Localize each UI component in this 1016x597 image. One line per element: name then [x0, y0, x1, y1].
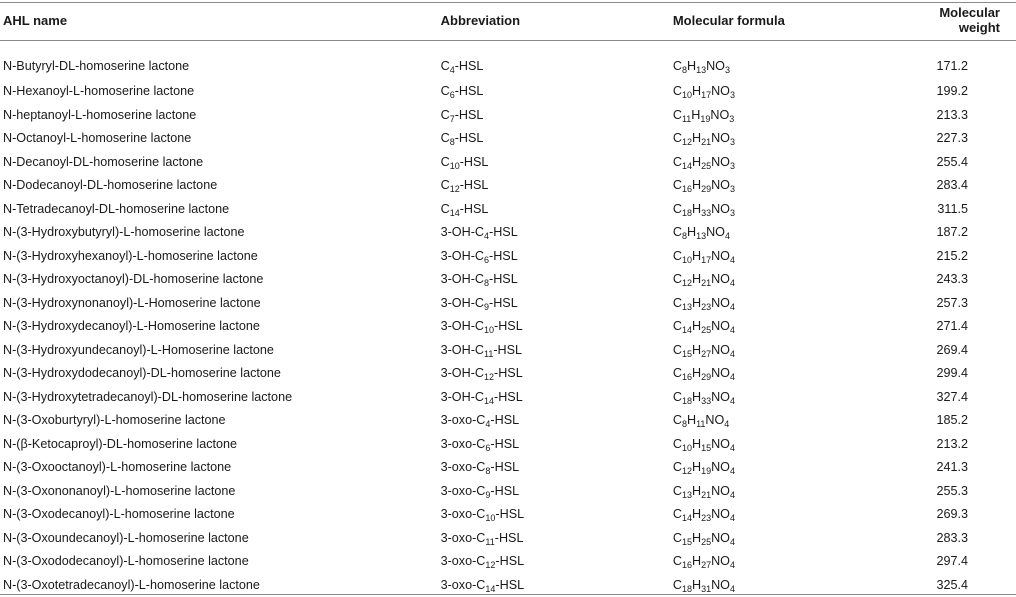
- abbreviation-cell: $3-oxo-C_8$-HSL: [440, 460, 520, 477]
- ahl-name-cell: N-(3-Hydroxydodecanoyl)-DL-homoserine lactone: [3, 366, 281, 381]
- abbreviation-cell: $C_6$-HSL: [440, 84, 484, 101]
- molecular-formula-cell: $C_{16}H_{29}NO_4$: [672, 366, 735, 383]
- molecular-formula-cell: $C_{14}H_{25}NO_3$: [672, 154, 735, 171]
- ahl-name-cell: N-(3-Oxodecanoyl)-L-homoserine lactone: [3, 507, 235, 522]
- molecular-weight-cell: 269.3: [936, 507, 968, 522]
- ahl-name-cell: N-Hexanoyl-L-homoserine lactone: [3, 84, 195, 99]
- table-row: [0, 338, 1016, 362]
- ahl-name-cell: N-(3-Hydroxyoctanoyl)-DL-homoserine lactone: [3, 272, 264, 287]
- ahl-name-cell: N-(3-Oxotetradecanoyl)-L-homoserine lactone: [3, 577, 260, 592]
- molecular-weight-cell: 241.3: [936, 460, 968, 475]
- molecular-formula-cell: $C_{18}H_{33}NO_3$: [672, 201, 735, 218]
- molecular-formula-cell: $C_{16}H_{27}NO_4$: [672, 554, 735, 571]
- abbreviation-cell: $C_8$-HSL: [440, 131, 484, 148]
- abbreviation-cell: $3-oxo-C_{12}$-HSL: [440, 554, 525, 571]
- table-body: [0, 40, 1016, 597]
- abbreviation-cell: $C_7$-HSL: [440, 107, 484, 124]
- ahl-name-cell: N-(3-Oxoburtyryl)-L-homoserine lactone: [3, 413, 226, 428]
- table-header: [0, 0, 1016, 40]
- molecular-weight-cell: 213.3: [936, 107, 968, 122]
- abbreviation-cell: $3-oxo-C_{14}$-HSL: [440, 577, 525, 594]
- molecular-weight-cell: 243.3: [936, 272, 968, 287]
- table-row: [0, 221, 1016, 245]
- molecular-weight-cell: 283.4: [936, 178, 968, 193]
- molecular-weight-cell: 213.2: [936, 436, 968, 451]
- header-molecular-formula: Molecular formula: [672, 12, 785, 28]
- ahl-name-cell: N-(3-Oxononanoyl)-L-homoserine lactone: [3, 483, 236, 498]
- molecular-formula-cell: $C_{14}H_{25}NO_4$: [672, 319, 735, 336]
- abbreviation-cell: $3-OH-C_6$-HSL: [440, 248, 518, 265]
- molecular-formula-cell: $C_{15}H_{25}NO_4$: [672, 530, 735, 547]
- table-row: [0, 80, 1016, 104]
- abbreviation-cell: $3-oxo-C_{11}$-HSL: [440, 530, 524, 547]
- molecular-formula-cell: $C_{15}H_{27}NO_4$: [672, 342, 735, 359]
- table-row: [0, 573, 1016, 597]
- table-row: [0, 409, 1016, 433]
- ahl-name-cell: N-Octanoyl-L-homoserine lactone: [3, 131, 192, 146]
- molecular-weight-cell: 257.3: [936, 295, 968, 310]
- molecular-formula-cell: $C_{13}H_{21}NO_4$: [672, 483, 735, 500]
- molecular-weight-cell: 327.4: [936, 389, 968, 404]
- table-row: [0, 103, 1016, 127]
- ahl-name-cell: N-(3-Hydroxytetradecanoyl)-DL-homoserine lactone: [3, 389, 293, 404]
- table-row: [0, 244, 1016, 268]
- molecular-formula-cell: $C_{13}H_{23}NO_4$: [672, 295, 735, 312]
- ahl-name-cell: N-(3-Hydroxybutyryl)-L-homoserine lactone: [3, 225, 245, 240]
- table-row: [0, 550, 1016, 574]
- table-row: [0, 362, 1016, 386]
- ahl-name-cell: N-(β-Ketocaproyl)-DL-homoserine lactone: [3, 436, 238, 451]
- molecular-weight-cell: 325.4: [936, 577, 968, 592]
- molecular-weight-cell: 255.4: [936, 154, 968, 169]
- table-row: [0, 150, 1016, 174]
- abbreviation-cell: $3-OH-C_{12}$-HSL: [440, 366, 523, 383]
- abbreviation-cell: $C_{14}$-HSL: [440, 201, 489, 218]
- abbreviation-cell: $3-OH-C_8$-HSL: [440, 272, 518, 289]
- abbreviation-cell: $3-oxo-C_4$-HSL: [440, 413, 520, 430]
- molecular-formula-cell: $C_{12}H_{19}NO_4$: [672, 460, 735, 477]
- molecular-formula-cell: $C_8H_{13}NO_3$: [672, 58, 730, 75]
- molecular-weight-cell: 171.2: [936, 58, 968, 73]
- header-ahl-name: AHL name: [3, 12, 68, 28]
- abbreviation-cell: $3-oxo-C_{10}$-HSL: [440, 507, 525, 524]
- molecular-weight-cell: 215.2: [936, 248, 968, 263]
- header-molecular-weight: Molecular weight: [939, 5, 1000, 35]
- table-row: [0, 456, 1016, 480]
- molecular-formula-cell: $C_8H_{11}NO_4$: [672, 413, 730, 430]
- molecular-weight-cell: 271.4: [936, 319, 968, 334]
- table-row: [0, 432, 1016, 456]
- molecular-formula-cell: $C_{10}H_{17}NO_3$: [672, 84, 735, 101]
- molecular-weight-cell: 283.3: [936, 530, 968, 545]
- abbreviation-cell: $3-OH-C_9$-HSL: [440, 295, 518, 312]
- molecular-formula-cell: $C_{12}H_{21}NO_4$: [672, 272, 735, 289]
- ahl-name-cell: N-(3-Oxoundecanoyl)-L-homoserine lactone: [3, 530, 249, 545]
- molecular-weight-cell: 227.3: [936, 131, 968, 146]
- ahl-name-cell: N-(3-Oxododecanoyl)-L-homoserine lactone: [3, 554, 249, 569]
- abbreviation-cell: $C_4$-HSL: [440, 58, 484, 75]
- abbreviation-cell: $3-OH-C_4$-HSL: [440, 225, 518, 242]
- ahl-name-cell: N-Dodecanoyl-DL-homoserine lactone: [3, 178, 218, 193]
- table-row: [0, 127, 1016, 151]
- ahl-name-cell: N-Decanoyl-DL-homoserine lactone: [3, 154, 204, 169]
- molecular-formula-cell: $C_{16}H_{29}NO_3$: [672, 178, 735, 195]
- header-abbreviation: Abbreviation: [440, 12, 521, 28]
- abbreviation-cell: $3-oxo-C_9$-HSL: [440, 483, 520, 500]
- molecular-weight-cell: 269.4: [936, 342, 968, 357]
- table-row: [0, 268, 1016, 292]
- molecular-formula-cell: $C_{18}H_{33}NO_4$: [672, 389, 735, 406]
- abbreviation-cell: $3-oxo-C_6$-HSL: [440, 436, 520, 453]
- table-row: [0, 40, 1016, 80]
- table-row: [0, 291, 1016, 315]
- molecular-weight-cell: 187.2: [936, 225, 968, 240]
- abbreviation-cell: $3-OH-C_{11}$-HSL: [440, 342, 523, 359]
- molecular-formula-cell: $C_{11}H_{19}NO_3$: [672, 107, 735, 124]
- ahl-name-cell: N-(3-Hydroxyhexanoyl)-L-homoserine lactone: [3, 248, 258, 263]
- ahl-name-cell: N-(3-Hydroxynonanoyl)-L-Homoserine lactone: [3, 295, 261, 310]
- ahl-name-cell: N-(3-Hydroxydecanoyl)-L-Homoserine lactone: [3, 319, 260, 334]
- abbreviation-cell: $C_{12}$-HSL: [440, 178, 489, 195]
- molecular-formula-cell: $C_8H_{13}NO_4$: [672, 225, 730, 242]
- molecular-weight-cell: 185.2: [936, 413, 968, 428]
- molecular-formula-cell: $C_{12}H_{21}NO_3$: [672, 131, 735, 148]
- molecular-formula-cell: $C_{14}H_{23}NO_4$: [672, 507, 735, 524]
- molecular-weight-cell: 311.5: [937, 201, 968, 216]
- table-row: [0, 174, 1016, 198]
- molecular-formula-cell: $C_{18}H_{31}NO_4$: [672, 577, 735, 594]
- molecular-formula-cell: $C_{10}H_{17}NO_4$: [672, 248, 735, 265]
- table-row: [0, 197, 1016, 221]
- ahl-name-cell: N-heptanoyl-L-homoserine lactone: [3, 107, 197, 122]
- ahl-name-cell: N-Butyryl-DL-homoserine lactone: [3, 58, 190, 73]
- header-row: [0, 0, 1016, 40]
- table-row: [0, 526, 1016, 550]
- table-row: [0, 503, 1016, 527]
- abbreviation-cell: $3-OH-C_{10}$-HSL: [440, 319, 523, 336]
- molecular-weight-cell: 299.4: [936, 366, 968, 381]
- molecular-weight-cell: 255.3: [936, 483, 968, 498]
- ahl-name-cell: N-(3-Oxooctanoyl)-L-homoserine lactone: [3, 460, 232, 475]
- molecular-formula-cell: $C_{10}H_{15}NO_4$: [672, 436, 735, 453]
- abbreviation-cell: $C_{10}$-HSL: [440, 154, 489, 171]
- ahl-name-cell: N-(3-Hydroxyundecanoyl)-L-Homoserine lactone: [3, 342, 274, 357]
- molecular-weight-cell: 297.4: [936, 554, 968, 569]
- abbreviation-cell: $3-OH-C_{14}$-HSL: [440, 389, 523, 406]
- ahl-name-cell: N-Tetradecanoyl-DL-homoserine lactone: [3, 201, 230, 216]
- table-row: [0, 385, 1016, 409]
- table-row: [0, 479, 1016, 503]
- table-row: [0, 315, 1016, 339]
- molecular-weight-cell: 199.2: [936, 84, 968, 99]
